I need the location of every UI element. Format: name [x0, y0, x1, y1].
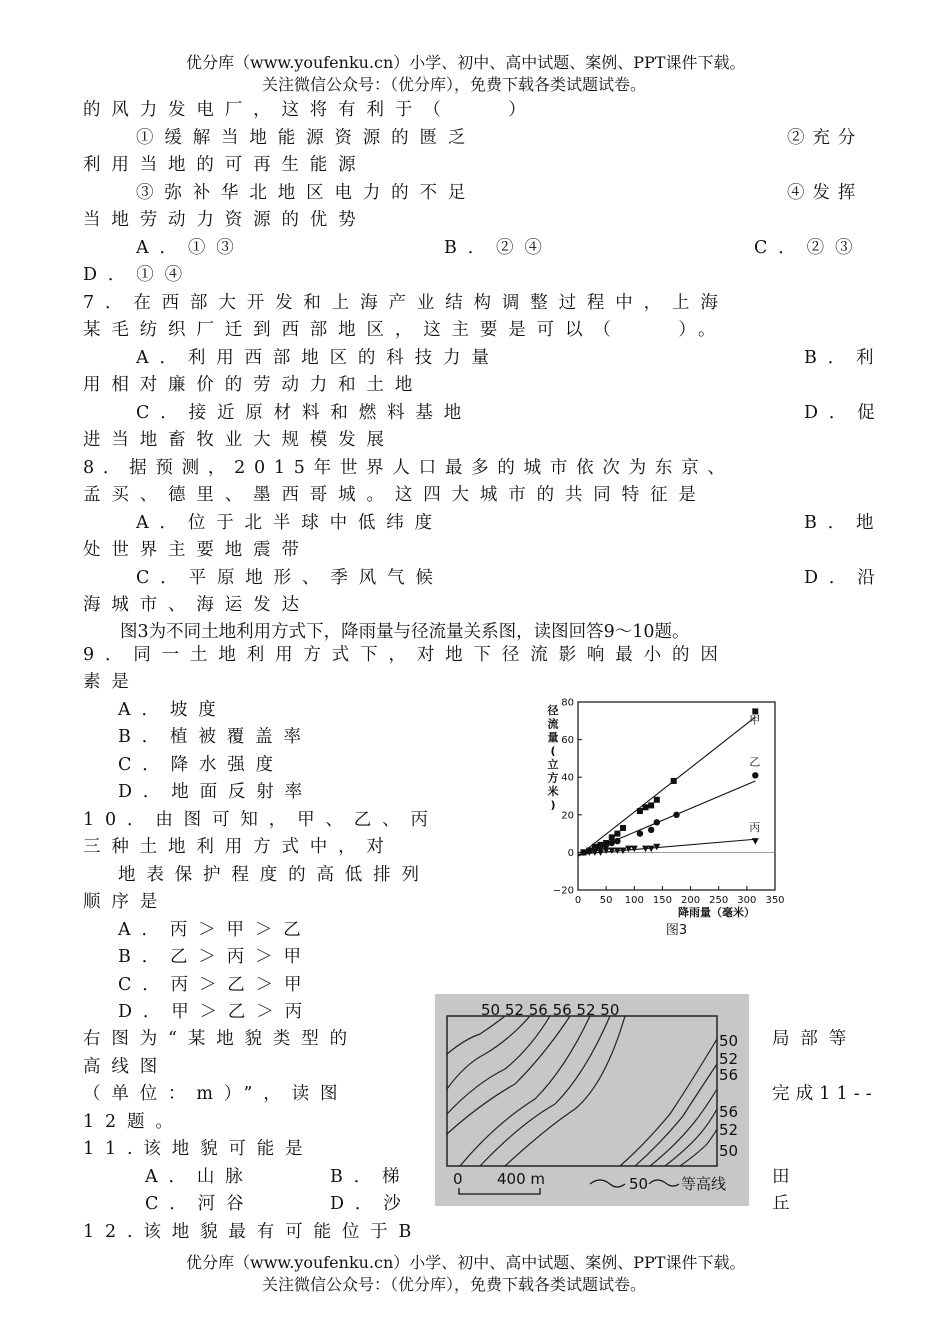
q9-stem-1: 9．同一土地利用方式下，对地下径流影响最小的因 — [83, 645, 729, 665]
chart-point-square — [620, 825, 626, 831]
q7-option-d-start: D．促 — [804, 403, 886, 423]
chart-y-axis-label-char: ( — [550, 744, 556, 758]
chart-x-tick-label: 200 — [681, 895, 701, 906]
q8-option-b-end: 处世界主要地震带 — [83, 540, 310, 560]
q11-option-d: D．沙 — [330, 1194, 412, 1214]
q7-option-c: C．接近原材料和燃料基地 — [136, 403, 473, 423]
q6-option-2-end: 利用当地的可再生能源 — [83, 155, 367, 175]
q6-option-2-start: ②充分 — [787, 128, 864, 148]
chart-point-circle — [673, 812, 679, 818]
chart-y-axis-label-char: 量 — [547, 731, 559, 744]
chart-y-tick-label: −20 — [552, 885, 574, 897]
chart-point-triangle — [603, 848, 610, 855]
q9-option-c: C．降水强度 — [118, 755, 284, 775]
chart-title: 图3 — [665, 923, 688, 938]
intro-11-12-line-3b: 完成11-- — [772, 1084, 878, 1104]
q7-option-b-end: 用相对廉价的劳动力和土地 — [83, 375, 424, 395]
chart-y-axis-label-char: 径 — [547, 704, 559, 717]
chart-y-axis-label-char: 流 — [547, 717, 559, 731]
q9-option-b: B．植被覆盖率 — [118, 727, 312, 747]
q8-option-b-start: B．地 — [804, 513, 885, 533]
runoff-chart — [520, 690, 800, 940]
contour-right-label-3: 56 — [719, 1066, 739, 1084]
q9-option-a: A．坡度 — [118, 700, 227, 720]
intro-11-12-line-1b: 局部等 — [772, 1029, 858, 1049]
q9-option-d: D．地面反射率 — [118, 782, 313, 802]
chart-fit-line-square — [578, 717, 755, 856]
chart-x-tick-label: 250 — [709, 895, 729, 906]
chart-point-triangle — [648, 846, 655, 853]
chart-y-tick-label: 20 — [561, 810, 574, 822]
chart-x-tick-label: 0 — [574, 895, 582, 906]
header-line-1: 优分库（www.youfenku.cn）小学、初中、高中试题、案例、PPT课件下载。 — [186, 53, 746, 72]
chart-x-tick-label: 300 — [737, 895, 757, 906]
q6-option-1: ①缓解当地能源资源的匮乏 — [136, 128, 477, 148]
q11-option-d-end: 丘 — [772, 1194, 790, 1214]
header-line-2: 关注微信公众号：（优分库），免费下载各类试题试卷。 — [262, 75, 647, 94]
contour-right-label-1: 50 — [719, 1032, 739, 1050]
q6-choice-c: C．②③ — [754, 238, 864, 258]
q10-stem-3: 地表保护程度的高低排列 — [118, 865, 430, 885]
q6-choice-a: A．①③ — [136, 238, 245, 258]
chart-series-label: 乙 — [749, 755, 761, 769]
q8-option-c: C．平原地形、季风气候 — [136, 568, 444, 588]
chart-x-tick-label: 50 — [599, 895, 613, 906]
chart-y-tick-label: 40 — [561, 772, 574, 784]
chart-y-tick-label: 60 — [561, 735, 574, 747]
chart-point-circle — [609, 840, 615, 846]
q10-stem-1: 10．由图可知，甲、乙、丙 — [83, 810, 439, 830]
q10-option-a: A．丙＞甲＞乙 — [118, 920, 312, 940]
chart-series-label: 甲 — [749, 713, 761, 727]
q7-option-a: A．利用西部地区的科技力量 — [136, 348, 500, 368]
chart-y-axis-label-char: 立 — [547, 758, 559, 771]
intro-11-12-line-3a: （单位：m）”，读图 — [83, 1084, 349, 1104]
q11-option-a: A．山脉 — [145, 1167, 254, 1187]
scale-value-label: 400 m — [497, 1170, 546, 1188]
scale-zero-label: 0 — [453, 1170, 463, 1188]
legend-contour-text: 等高线 — [681, 1175, 727, 1193]
q10-stem-2: 三种土地利用方式中，对 — [83, 837, 395, 857]
chart-point-square — [648, 802, 654, 808]
contour-top-labels: 50 52 56 56 52 50 — [481, 1001, 620, 1019]
q10-option-c: C．丙＞乙＞甲 — [118, 975, 313, 995]
q10-stem-4: 顺序是 — [83, 892, 169, 912]
chart-point-circle — [654, 819, 660, 825]
chart-point-circle — [597, 844, 603, 850]
chart-x-axis-label: 降雨量（毫米） — [678, 906, 755, 919]
q7-option-b-start: B．利 — [804, 348, 885, 368]
chart-point-triangle — [625, 846, 632, 853]
chart-y-tick-label: 80 — [561, 697, 574, 709]
q11-stem: 11.该地貌可能是 — [83, 1139, 314, 1159]
contour-right-label-2: 52 — [719, 1050, 739, 1068]
q6-option-3: ③弥补华北地区电力的不足 — [136, 183, 477, 203]
footer-line-2: 关注微信公众号：（优分库），免费下载各类试题试卷。 — [262, 1275, 647, 1294]
q7-stem-2: 某毛纺织厂迁到西部地区，这主要是可以（ ）。 — [83, 320, 727, 340]
q8-stem-2: 孟买、德里、墨西哥城。这四大城市的共同特征是 — [83, 485, 707, 505]
q10-option-b: B．乙＞丙＞甲 — [118, 947, 312, 967]
chart-point-circle — [614, 838, 620, 844]
q8-option-d-start: D．沿 — [804, 568, 886, 588]
q7-option-d-end: 进当地畜牧业大规模发展 — [83, 430, 395, 450]
chart-point-circle — [637, 830, 643, 836]
chart-x-tick-label: 150 — [652, 895, 672, 906]
chart-point-triangle — [752, 838, 759, 845]
q11-option-b-end: 田 — [772, 1167, 790, 1187]
q6-option-4-end: 当地劳动力资源的优势 — [83, 210, 367, 230]
chart-plot-frame — [578, 702, 775, 890]
chart-point-circle — [752, 772, 758, 778]
q6-choice-d: D．①④ — [83, 265, 193, 285]
q11-option-c: C．河谷 — [145, 1194, 255, 1214]
chart-y-axis-label-char: 米 — [547, 785, 559, 798]
chart-point-circle — [603, 842, 609, 848]
chart-point-square — [609, 834, 615, 840]
contour-right-label-5: 52 — [719, 1121, 739, 1139]
q7-stem-1: 7．在西部大开发和上海产业结构调整过程中，上海 — [83, 293, 729, 313]
chart-point-square — [614, 831, 620, 837]
chart-point-square — [654, 797, 660, 803]
chart-x-tick-label: 100 — [624, 895, 644, 906]
q12-stem: 12.该地貌最有可能位于B — [83, 1222, 423, 1242]
contour-right-label-4: 56 — [719, 1103, 739, 1121]
intro-9-10: 图3为不同土地利用方式下，降雨量与径流量关系图，读图回答9～10题。 — [120, 622, 690, 642]
q6-choice-b: B．②④ — [444, 238, 553, 258]
chart-point-square — [643, 804, 649, 810]
chart-point-circle — [648, 827, 654, 833]
q11-option-b: B．梯 — [330, 1167, 411, 1187]
chart-y-tick-label: 0 — [567, 847, 574, 859]
legend-contour-value: 50 — [629, 1175, 649, 1193]
q10-option-d: D．甲＞乙＞丙 — [118, 1002, 313, 1022]
chart-y-axis-label-char: ) — [550, 798, 556, 812]
contour-right-label-6: 50 — [719, 1142, 739, 1160]
intro-11-12-line-4: 12题。 — [83, 1112, 184, 1132]
q8-stem-1: 8．据预测，2015年世界人口最多的城市依次为东京、 — [83, 458, 734, 478]
q9-stem-2: 素是 — [83, 672, 140, 692]
chart-point-square — [671, 778, 677, 784]
intro-11-12-line-2: 高线图 — [83, 1057, 169, 1077]
q8-option-a: A．位于北半球中低纬度 — [136, 513, 443, 533]
chart-x-tick-label: 350 — [765, 895, 785, 906]
chart-series-label: 丙 — [749, 821, 761, 835]
chart-point-square — [637, 808, 643, 814]
q6-stem-tail: 的风力发电厂，这将有利于（ ） — [83, 100, 537, 120]
intro-11-12-line-1a: 右图为“某地貌类型的 — [83, 1029, 358, 1049]
q6-option-4-start: ④发挥 — [787, 183, 864, 203]
q8-option-d-end: 海城市、海运发达 — [83, 595, 310, 615]
contour-map — [435, 994, 749, 1206]
footer-line-1: 优分库（www.youfenku.cn）小学、初中、高中试题、案例、PPT课件下载。 — [186, 1253, 746, 1272]
chart-y-axis-label-char: 方 — [547, 771, 559, 785]
